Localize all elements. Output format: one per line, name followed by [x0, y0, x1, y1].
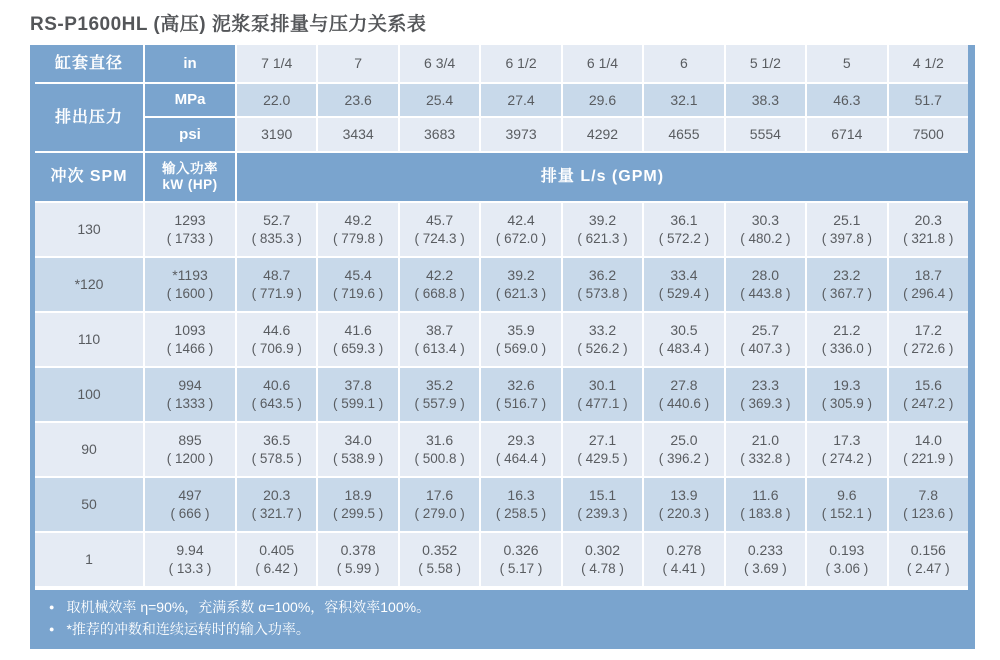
input-power-value-main: 994	[178, 376, 202, 393]
flow-value	[318, 478, 397, 531]
flow-value-paren: ( 258.5 )	[495, 505, 547, 521]
flow-value-main: 33.2	[588, 321, 617, 338]
flow-value-paren: ( 529.4 )	[658, 285, 710, 301]
flow-value-main: 0.405	[259, 541, 295, 558]
flow-value-paren: ( 247.2 )	[903, 395, 954, 411]
flow-value-paren: ( 5.17 )	[499, 560, 543, 576]
flow-value	[400, 368, 479, 421]
flow-value	[807, 203, 886, 256]
flow-value	[563, 313, 642, 366]
input-power-header-main: 输入功率	[162, 160, 218, 176]
flow-value-main: 17.2	[914, 321, 942, 338]
psi-value: 6714	[807, 118, 886, 151]
flow-value-main: 41.6	[344, 321, 372, 338]
mpa-value: 27.4	[481, 84, 560, 116]
flow-value	[318, 203, 397, 256]
psi-value: 3434	[318, 118, 397, 151]
flow-value-paren: ( 5.99 )	[336, 560, 380, 576]
flow-value	[237, 368, 316, 421]
flow-value-main: 35.2	[425, 376, 454, 393]
flow-value-main: 0.156	[910, 541, 946, 558]
liner-size-value: 6	[644, 45, 723, 82]
input-power-value-paren: ( 1733 )	[166, 230, 214, 246]
flow-value-paren: ( 123.6 )	[903, 505, 954, 521]
flow-value-main: 36.5	[263, 431, 291, 448]
flow-value-main: 40.6	[263, 376, 291, 393]
flow-value-paren: ( 369.3 )	[740, 395, 791, 411]
input-power-value	[145, 368, 235, 421]
input-power-value	[145, 478, 235, 531]
flow-value	[318, 533, 397, 586]
flow-value	[481, 368, 560, 421]
flow-value	[807, 313, 886, 366]
flow-value-main: 15.1	[588, 486, 617, 503]
input-power-value	[145, 533, 235, 586]
flow-value-paren: ( 183.8 )	[740, 505, 791, 521]
psi-value: 7500	[889, 118, 968, 151]
liner-size-value: 5	[807, 45, 886, 82]
psi-value: 4655	[644, 118, 723, 151]
flow-value	[889, 533, 968, 586]
discharge-pressure-label: 排出压力	[35, 84, 143, 151]
flow-value	[563, 203, 642, 256]
spm-header: 冲次 SPM	[35, 153, 143, 201]
footnote-row	[49, 619, 958, 641]
flow-value-paren: ( 557.9 )	[414, 395, 465, 411]
flow-value	[563, 478, 642, 531]
footnote-text: 取机械效率 η=90%，充满系数 α=100%，容积效率100%。	[66, 599, 431, 615]
spm-value: 90	[35, 423, 143, 476]
flow-value-main: 0.302	[584, 541, 621, 558]
flow-value-paren: ( 321.8 )	[903, 230, 954, 246]
flow-value-main: 17.3	[833, 431, 861, 448]
flow-value	[726, 533, 805, 586]
flow-value	[644, 368, 723, 421]
flow-value-main: 25.0	[670, 431, 698, 448]
flow-header: 排量 L/s (GPM)	[237, 153, 968, 201]
flow-value-paren: ( 569.0 )	[495, 340, 547, 356]
psi-value: 4292	[563, 118, 642, 151]
flow-value	[644, 423, 723, 476]
flow-value	[318, 368, 397, 421]
flow-value-main: 34.0	[344, 431, 372, 448]
flow-value-main: 21.0	[751, 431, 779, 448]
flow-value-paren: ( 239.3 )	[577, 505, 628, 521]
flow-value-paren: ( 578.5 )	[251, 450, 302, 466]
flow-value	[481, 533, 560, 586]
flow-value-main: 17.6	[425, 486, 454, 503]
table-grid	[35, 45, 968, 586]
flow-value-paren: ( 483.4 )	[658, 340, 710, 356]
flow-value-paren: ( 672.0 )	[495, 230, 547, 246]
flow-value-paren: ( 477.1 )	[577, 395, 628, 411]
flow-value-paren: ( 299.5 )	[333, 505, 384, 521]
flow-value-main: 33.4	[670, 266, 698, 283]
mpa-value: 51.7	[889, 84, 968, 116]
liner-size-value: 5 1/2	[726, 45, 805, 82]
flow-value	[726, 368, 805, 421]
flow-value-main: 30.1	[588, 376, 617, 393]
flow-value	[481, 423, 560, 476]
flow-value	[481, 478, 560, 531]
flow-value-main: 28.0	[751, 266, 779, 283]
flow-value-paren: ( 835.3 )	[251, 230, 302, 246]
flow-value-main: 37.8	[344, 376, 372, 393]
flow-value	[237, 258, 316, 311]
flow-value-main: 7.8	[918, 486, 938, 503]
flow-value	[563, 423, 642, 476]
flow-value-paren: ( 407.3 )	[740, 340, 791, 356]
flow-value	[726, 203, 805, 256]
flow-value	[481, 313, 560, 366]
flow-value-paren: ( 771.9 )	[251, 285, 302, 301]
flow-value-paren: ( 724.3 )	[414, 230, 465, 246]
flow-value-main: 36.1	[670, 211, 698, 228]
flow-value-paren: ( 152.1 )	[821, 505, 872, 521]
flow-value	[726, 258, 805, 311]
flow-value-paren: ( 464.4 )	[495, 450, 547, 466]
flow-value-paren: ( 706.9 )	[251, 340, 302, 356]
flow-value	[889, 203, 968, 256]
spm-value: 110	[35, 313, 143, 366]
flow-value-main: 23.3	[751, 376, 779, 393]
input-power-value	[145, 313, 235, 366]
flow-value-paren: ( 643.5 )	[251, 395, 302, 411]
footnote-row	[49, 597, 958, 619]
flow-value	[318, 423, 397, 476]
flow-value-main: 9.6	[837, 486, 857, 503]
liner-size-value: 4 1/2	[889, 45, 968, 82]
flow-value	[726, 423, 805, 476]
flow-value-main: 23.2	[833, 266, 861, 283]
flow-value-paren: ( 538.9 )	[333, 450, 384, 466]
flow-value-main: 11.6	[752, 486, 779, 503]
flow-value-main: 39.2	[588, 211, 617, 228]
input-power-value-main: 497	[178, 486, 202, 503]
flow-value-main: 25.1	[833, 211, 861, 228]
flow-value	[318, 258, 397, 311]
flow-value-main: 48.7	[263, 266, 291, 283]
flow-value-main: 20.3	[914, 211, 942, 228]
flow-value	[726, 478, 805, 531]
flow-value-paren: ( 6.42 )	[255, 560, 299, 576]
flow-value	[400, 258, 479, 311]
flow-value-paren: ( 221.9 )	[903, 450, 954, 466]
spm-value: 130	[35, 203, 143, 256]
flow-value-main: 30.5	[670, 321, 698, 338]
flow-value	[889, 423, 968, 476]
flow-value-main: 14.0	[914, 431, 942, 448]
input-power-value-paren: ( 13.3 )	[168, 560, 212, 576]
flow-value	[644, 258, 723, 311]
flow-value-main: 18.9	[344, 486, 372, 503]
liner-unit-label: in	[145, 45, 235, 82]
psi-value: 5554	[726, 118, 805, 151]
flow-value	[889, 313, 968, 366]
flow-value-paren: ( 2.47 )	[906, 560, 950, 576]
flow-value-paren: ( 397.8 )	[821, 230, 872, 246]
flow-value-main: 27.1	[588, 431, 617, 448]
flow-value	[400, 313, 479, 366]
footnote-text: *推荐的冲数和连续运转时的输入功率。	[66, 620, 310, 637]
spm-value: *120	[35, 258, 143, 311]
flow-value-paren: ( 429.5 )	[577, 450, 628, 466]
psi-value: 3190	[237, 118, 316, 151]
flow-value-main: 44.6	[263, 321, 291, 338]
flow-value-main: 21.2	[833, 321, 861, 338]
bullet-icon: ●	[49, 602, 55, 612]
mpa-value: 25.4	[400, 84, 479, 116]
flow-value-main: 32.6	[507, 376, 535, 393]
flow-value-main: 16.3	[507, 486, 535, 503]
flow-value-main: 36.2	[588, 266, 617, 283]
input-power-value-main: 9.94	[176, 541, 204, 558]
flow-value-paren: ( 367.7 )	[821, 285, 872, 301]
flow-value-main: 0.278	[666, 541, 702, 558]
flow-value-paren: ( 613.4 )	[414, 340, 465, 356]
mpa-unit-label: MPa	[145, 84, 235, 116]
flow-value-main: 0.352	[422, 541, 458, 558]
flow-value-paren: ( 526.2 )	[577, 340, 628, 356]
flow-value-main: 30.3	[751, 211, 779, 228]
flow-value-main: 42.2	[425, 266, 454, 283]
flow-value	[481, 203, 560, 256]
liner-size-value: 7 1/4	[237, 45, 316, 82]
input-power-header-paren: kW (HP)	[162, 177, 218, 192]
flow-value	[807, 478, 886, 531]
flow-value-paren: ( 443.8 )	[740, 285, 791, 301]
flow-value-main: 25.7	[751, 321, 779, 338]
flow-value	[889, 258, 968, 311]
flow-value	[644, 203, 723, 256]
input-power-value-main: 1093	[174, 321, 206, 338]
liner-diameter-label: 缸套直径	[35, 45, 143, 82]
psi-unit-label: psi	[145, 118, 235, 151]
liner-size-value: 6 3/4	[400, 45, 479, 82]
flow-value	[807, 533, 886, 586]
flow-value-paren: ( 336.0 )	[821, 340, 872, 356]
flow-value-paren: ( 599.1 )	[333, 395, 384, 411]
bullet-icon: ●	[49, 623, 55, 634]
flow-value	[237, 533, 316, 586]
flow-value-main: 45.7	[425, 211, 454, 228]
flow-value	[237, 313, 316, 366]
flow-value-paren: ( 480.2 )	[740, 230, 791, 246]
input-power-value-main: 895	[178, 431, 202, 448]
input-power-value-paren: ( 1466 )	[166, 340, 214, 356]
flow-value-paren: ( 332.8 )	[740, 450, 791, 466]
flow-value-paren: ( 659.3 )	[333, 340, 384, 356]
flow-value	[644, 478, 723, 531]
flow-value	[237, 423, 316, 476]
flow-value-main: 0.378	[340, 541, 376, 558]
input-power-value-paren: ( 1200 )	[166, 450, 214, 466]
flow-value	[237, 478, 316, 531]
flow-value-main: 0.326	[503, 541, 539, 558]
flow-value-paren: ( 719.6 )	[333, 285, 384, 301]
flow-value-paren: ( 440.6 )	[658, 395, 710, 411]
flow-value	[644, 533, 723, 586]
psi-value: 3683	[400, 118, 479, 151]
flow-value-main: 35.9	[507, 321, 535, 338]
flow-value	[563, 258, 642, 311]
flow-value	[481, 258, 560, 311]
mpa-value: 46.3	[807, 84, 886, 116]
flow-value	[563, 533, 642, 586]
liner-size-value: 6 1/2	[481, 45, 560, 82]
input-power-value	[145, 203, 235, 256]
flow-value-paren: ( 305.9 )	[821, 395, 872, 411]
flow-value-main: 49.2	[344, 211, 372, 228]
flow-value-main: 38.7	[425, 321, 454, 338]
mpa-value: 23.6	[318, 84, 397, 116]
flow-value-main: 19.3	[833, 376, 861, 393]
footnotes	[35, 590, 968, 649]
flow-value	[400, 533, 479, 586]
flow-value	[889, 368, 968, 421]
flow-value-paren: ( 573.8 )	[577, 285, 628, 301]
flow-value	[318, 313, 397, 366]
input-power-value-paren: ( 1333 )	[166, 395, 214, 411]
flow-value-paren: ( 4.78 )	[581, 560, 624, 576]
flow-value	[563, 368, 642, 421]
flow-value-main: 13.9	[670, 486, 698, 503]
input-power-value	[145, 258, 235, 311]
mpa-value: 29.6	[563, 84, 642, 116]
flow-value-paren: ( 279.0 )	[414, 505, 465, 521]
flow-value	[400, 478, 479, 531]
flow-value	[400, 203, 479, 256]
flow-value	[807, 258, 886, 311]
flow-value-main: 27.8	[670, 376, 698, 393]
flow-value	[726, 313, 805, 366]
flow-value-paren: ( 272.6 )	[903, 340, 954, 356]
flow-value-paren: ( 621.3 )	[577, 230, 628, 246]
spm-value: 100	[35, 368, 143, 421]
flow-value-paren: ( 621.3 )	[495, 285, 547, 301]
flow-value-main: 20.3	[263, 486, 291, 503]
input-power-value-main: *1193	[172, 266, 208, 283]
flow-value-paren: ( 668.8 )	[414, 285, 465, 301]
flow-value	[807, 423, 886, 476]
flow-value-paren: ( 321.7 )	[251, 505, 302, 521]
flow-value-main: 45.4	[344, 266, 372, 283]
flow-value-main: 0.193	[829, 541, 865, 558]
flow-value-paren: ( 779.8 )	[333, 230, 384, 246]
flow-value-paren: ( 396.2 )	[658, 450, 710, 466]
psi-value: 3973	[481, 118, 560, 151]
pump-spec-table	[30, 45, 975, 649]
flow-value-main: 29.3	[507, 431, 535, 448]
flow-value-paren: ( 516.7 )	[495, 395, 547, 411]
mpa-value: 22.0	[237, 84, 316, 116]
flow-value-main: 0.233	[747, 541, 783, 558]
flow-value-main: 18.7	[914, 266, 942, 283]
page-title: RS-P1600HL (高压) 泥浆泵排量与压力关系表	[30, 14, 427, 35]
flow-value-paren: ( 3.06 )	[825, 560, 869, 576]
flow-value-paren: ( 572.2 )	[658, 230, 710, 246]
flow-value-paren: ( 3.69 )	[743, 560, 787, 576]
mpa-value: 32.1	[644, 84, 723, 116]
flow-value-paren: ( 220.3 )	[658, 505, 710, 521]
flow-value-paren: ( 500.8 )	[414, 450, 465, 466]
flow-value	[807, 368, 886, 421]
spm-value: 50	[35, 478, 143, 531]
spm-value: 1	[35, 533, 143, 586]
input-power-value	[145, 423, 235, 476]
input-power-value-main: 1293	[174, 211, 206, 228]
liner-size-value: 6 1/4	[563, 45, 642, 82]
flow-value-main: 42.4	[507, 211, 535, 228]
mpa-value: 38.3	[726, 84, 805, 116]
flow-value-paren: ( 296.4 )	[903, 285, 954, 301]
input-power-header	[145, 153, 235, 201]
flow-value	[237, 203, 316, 256]
flow-value-paren: ( 4.41 )	[662, 560, 706, 576]
flow-value-main: 15.6	[914, 376, 942, 393]
input-power-value-paren: ( 666 )	[170, 505, 210, 521]
flow-value-main: 52.7	[263, 211, 291, 228]
flow-value-paren: ( 274.2 )	[821, 450, 872, 466]
liner-size-value: 7	[318, 45, 397, 82]
flow-value	[400, 423, 479, 476]
input-power-value-paren: ( 1600 )	[166, 285, 214, 301]
flow-value-main: 39.2	[507, 266, 535, 283]
flow-value	[644, 313, 723, 366]
flow-value-paren: ( 5.58 )	[418, 560, 461, 576]
flow-value-main: 31.6	[425, 431, 454, 448]
flow-value	[889, 478, 968, 531]
